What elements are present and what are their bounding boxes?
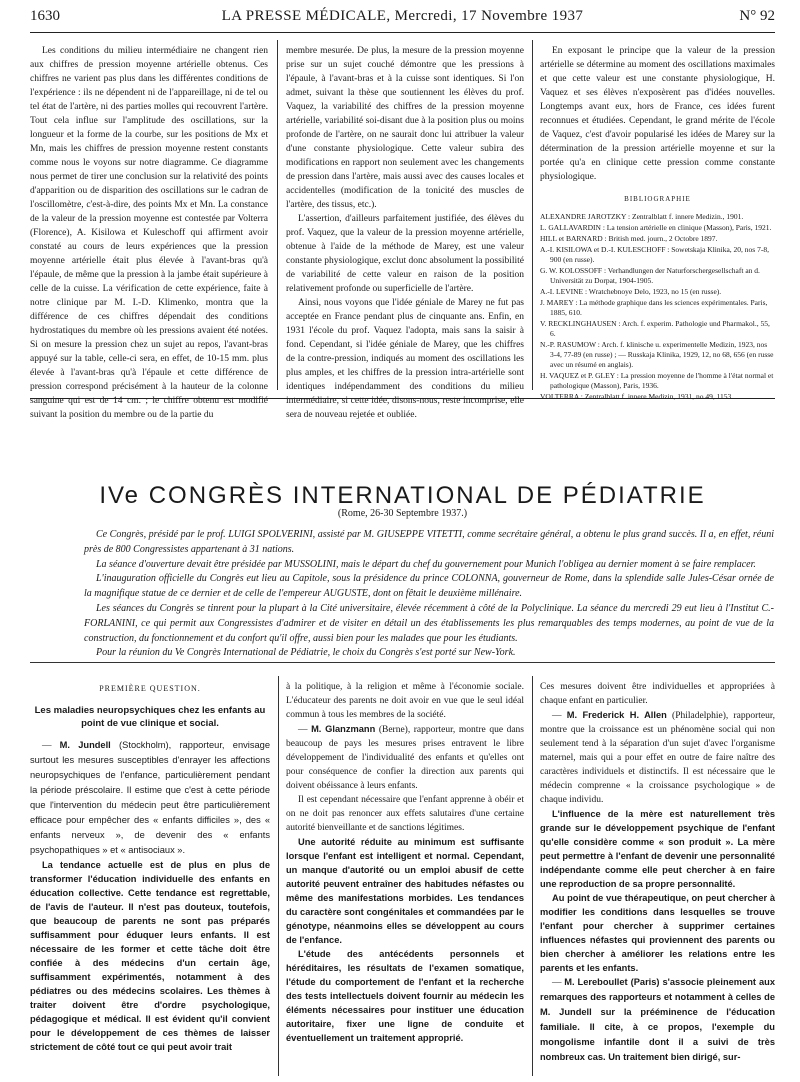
paragraph: — M. Jundell (Stockholm), rapporteur, envisage surtout les mesures susceptibles d'enrayer les affections neuropsychiques de l'enfance, particulièrement pendant la période préscolaire. Il estime que c'est à cette période que l'intervention du médecin peut être particulièrement efficace pour empêcher des « enfants difficiles », des « enfants nerveux », de devenir des « enfants psychopathiques » et « antisociaux ». (30, 740, 270, 855)
paragraph: Une autorité réduite au minimum est suffisante lorsque l'enfant est intelligent et normal. Cependant, un manque d'autorité ou un emploi abusif de cette autorité peuvent entraîner des habitudes néfastes ou même des manifestations morbides. Les tendances du caractère sont congénitales et commandées par le génotype, néanmoins elles se développent au cours de l'enfance. (286, 837, 524, 945)
paragraph: Les séances du Congrès se tinrent pour la plupart à la Cité universitaire, élevée récemment à côté de la Polyclinique. La séance du mercredi 29 eut lieu à l'Institut C.-FORLANINI, ce qui permit aux Congressistes d'admirer et de visiter en détail un des établissements les plus remarquables des temps modernes, au point de vue de la construction, du fonctionnement et du confort qu'il offre, aussi bien pour les malades que pour les étudiants. (84, 602, 774, 644)
bibliography-entry: ALEXANDRE JAROTZKY : Zentralblatt f. innere Medizin., 1901. (540, 212, 744, 221)
paragraph: Il est cependant nécessaire que l'enfant apprenne à obéir et on ne doit pas renoncer aux effets salutaires d'une certaine autorité bienveillante et de sanctions légitimes. (286, 795, 524, 833)
paragraph: L'étude des antécédents personnels et héréditaires, les résultats de l'examen somatique, l'étude du comportement de l'enfant et la recherche des tests intellectuels doivent fournir au médecin les éléments nécessaires pour instituer une éducation autoritaire, fixer une ligne de conduite et éventuellement un traitement approprié. (286, 949, 524, 1043)
congress-title: IVe CONGRÈS INTERNATIONAL DE PÉDIATRIE (99, 482, 706, 509)
journal-title: LA PRESSE MÉDICALE, Mercredi, 17 Novembre 1937 (221, 8, 584, 24)
speaker-name: M. Jundell (59, 740, 111, 750)
article-column-3 (540, 44, 775, 401)
bibliography-list (540, 212, 775, 402)
report-column-2 (286, 680, 524, 1075)
section-rule (30, 398, 775, 399)
report-column-3 (540, 680, 775, 1075)
article-column-2 (286, 44, 524, 420)
bibliography-entry: V. RECKLINGHAUSEN : Arch. f. experim. Pathologie und Pharmakol., 55, 6. (540, 319, 770, 338)
paragraph: La tendance actuelle est de plus en plus de transformer l'éducation individuelle des enfants en éducation collective. Cette tendance est regrettable, de l'avis de l'auteur. Il n'est pas douteux, toutefois, que beaucoup de parents ne sont pas préparés suffisamment pour éduquer leurs enfants. Il est nécessaire de les former et cette tâche doit être confiée à des médecins d'un certain âge, suffisamment expérimentés, notamment à des pédiatres ou des médecins scolaires. Les thèmes à traiter doivent être d'ordre psychologique, pédagogique et médical. Il est évident qu'il convient pour le développement de ces thèmes de laisser strictement de côté tout ce qui peut avoir trait (30, 860, 270, 1052)
paragraph: Les conditions du milieu intermédiaire ne changent rien aux chiffres de pression moyenne artérielle obtenus. Ces chiffres ne varient pas plus dans les différentes conditions de l'expérience : ils ne dépendent ni de l'appareillage, ni de tel ou tel état de l'artère, ni des parties molles qui recouvrent l'artère. Tout cela influe sur l'amplitude des oscillations, sur la longueur et la forme de la courbe, sur les positions de Mx et Mn, mais les chiffres de pression moyenne restent constants comme nous le voyons sur notre diagramme. Ce diagramme nous permet de tirer une conclusion sur la relativité des points d'apparition ou de disparition des oscillations sur le cadran de l'oscillomètre, c'est-à-dire, des points Mx et Mn. La constance de la valeur de la pression moyenne est contestée par Volterra (Florence), A. Kisilowa et Kuleschoff qui affirment avoir constaté au cours de leurs expériences que la pression moyenne artérielle était plus élevée à l'avant-bras qu'à l'épaule, de même que la pression à la jambe était supérieure à celle de la cuisse. La vérification de cette expérience, faite à notre clinique par M. I.-D. Klimenko, montra que la différence de ces chiffres dépendait des conditions hydrostatiques du membre où les pressions avaient été notées. Si on mesure la pression chez un sujet au repos, l'avant-bras appuyé sur la table, celle-ci sera, en effet, de 10-15 mm. plus élevée à l'avant-bras qu'à l'épaule et cette différence de pression correspond précisément à la hauteur de la colonne sanguine qui est de 14 cm. ; le chiffre obtenu est modifié suivant la position du membre ou de la partie du (30, 46, 268, 420)
bibliography-heading: BIBLIOGRAPHIE (624, 195, 691, 203)
paragraph: à la politique, à la religion et même à l'économie sociale. L'éducateur des parents ne doit avoir en vue que le seul idéal commun à tous les membres de la société. (286, 682, 524, 720)
question-heading: PREMIÈRE QUESTION. (99, 684, 201, 693)
column-divider (532, 676, 533, 1076)
column-divider (278, 676, 279, 1076)
paragraph: — M. Glanzmann (Berne), rapporteur, montre que dans beaucoup de pays les mesures prises entravent le libre développement de l'individualité des enfants et qu'elles ont pour conséquence de confier la direction aux parents qui doivent obéissance à leurs enfants. (286, 724, 525, 791)
bibliography-entry: N.-P. RASUMOW : Arch. f. klinische u. experimentelle Medizin, 1923, nos 3-4, 77-89 (en russe) ; — Russkaja Klinika, 1929, 12, no 68, 656 (en russe avec un résumé en anglais). (540, 340, 774, 369)
paragraph: Ainsi, nous voyons que l'idée géniale de Marey ne fut pas acceptée en France pendant plus de cinquante ans. Enfin, en 1931 l'école du prof. Vaquez l'adopta, mais sans la saisir à fond. Cependant, si l'idée géniale de Marey, que les chiffres de la contre-pression, indiqués au moment des oscillations les plus amples, et les chiffres de la pression intra-artérielle sont identiques indépendamment des conditions du milieu intermédiaire, si cette idée, disons-nous, reste incomprise, elle sera de nouveau rejetée et oubliée. (286, 298, 524, 420)
paragraph: — M. Frederick H. Allen (Philadelphie), rapporteur, montre que la croissance est un phénomène social qui non seulement tend à la séparation d'un sujet d'avec l'organisme maternel, mais qui a pour effet en outre de faire naître des caractères individuels et distinctifs. Il est nécessaire que le médecin comprenne « la croissance psychologique » de chaque individu. (540, 710, 775, 805)
issue-number: N° 92 (739, 8, 775, 24)
bibliography-entry: G. W. KOLOSSOFF : Verhandlungen der Naturforschergesellschaft an d. Universität zu Dorpat, 1904-1905. (540, 266, 760, 285)
running-header (30, 6, 775, 30)
page-number: 1630 (30, 8, 60, 24)
column-divider (277, 40, 278, 390)
congress-subtitle: (Rome, 26-30 Septembre 1937.) (337, 508, 468, 519)
paragraph: L'inauguration officielle du Congrès eut lieu au Capitole, sous la présidence du prince COLONNA, gouverneur de Rome, dans la splendide salle Jules-César ornée de la magnifique statue de ce dernier et de celle de l'empereur AUGUSTE, dont on fêtait le deuxième millénaire. (84, 573, 774, 600)
speaker-name: M. Lereboullet (564, 977, 628, 987)
speaker-name: M. Glanzmann (311, 724, 376, 734)
paragraph: — M. Lereboullet (Paris) s'associe pleinement aux remarques des rapporteurs et notamment à celles de M. Jundell sur la prééminence de l'éducation familiale. Il cite, à ce propos, l'exemple du mongolisme infantile dont il a suivi de très nombreux cas. Un traitement bien dirigé, sur- (540, 977, 775, 1062)
paragraph: Ces mesures doivent être individuelles et appropriées à chaque enfant en particulier. (540, 682, 775, 706)
bibliography-entry: H. VAQUEZ et P. GLEY : La pression moyenne de l'homme à l'état normal et pathologique (Masson), Paris, 1936. (540, 371, 774, 390)
bibliography-entry: VOLTERRA : Zentralblatt f. innere Medizin, 1931, no 49, 1153. (540, 392, 734, 401)
paragraph: Au point de vue thérapeutique, on peut chercher à modifier les conditions dans lesquelles se trouve l'enfant pour chercher à supprimer certaines influences néfastes qui proviennent des parents ou bien chercher à améliorer les relations entre les parents et les enfants. (540, 893, 775, 973)
paragraph: Ce Congrès, présidé par le prof. LUIGI SPOLVERINI, assisté par M. GIUSEPPE VITETTI, comme secrétaire général, a obtenu le plus grand succès. Il a, en effet, réuni près de 800 Congressistes appartenant à 31 nations. (84, 529, 774, 555)
paragraph: L'influence de la mère est naturellement très grande sur le développement psychique de l'enfant qu'elle considère comme « son produit ». La mère peut permettre à l'enfant de devenir une personnalité indépendante comme elle peut chercher à en faire une reproduction de sa propre personnalité. (540, 809, 775, 889)
paragraph: En exposant le principe que la valeur de la pression artérielle se détermine au moment des oscillations maximales et que cette valeur est une constante physiologique, H. Vaquez et ses élèves n'exposèrent pas d'idées nouvelles. Longtemps avant eux, hors de France, ces idées furent reconnues et étudiées. Cependant, le grand mérite de l'école de Vaquez, c'est d'avoir popularisé les idées de Marey sur la détermination de la pression artérielle moyenne et sur la portée qu'a en clinique cette pression comme constante physiologique. (540, 46, 775, 182)
header-rule (30, 32, 775, 33)
article-column-1 (30, 44, 268, 420)
section-rule (30, 662, 775, 663)
bibliography-entry: HILL et BARNARD : British med. journ., 2 Octobre 1897. (540, 234, 718, 243)
report-column-1 (30, 680, 270, 1075)
paragraph: Pour la réunion du Ve Congrès International de Pédiatrie, le choix du Congrès s'est porté sur New-York. (96, 647, 516, 659)
question-topic: Les maladies neuropsychiques chez les enfants au point de vue clinique et social. (34, 705, 266, 729)
bibliography-entry: J. MAREY : La méthode graphique dans les sciences expérimentales. Paris, 1885, 610. (540, 298, 768, 317)
paragraph: membre mesurée. De plus, la mesure de la pression moyenne prise sur un sujet couché démontre que les pressions à l'épaule, à l'avant-bras et à la cuisse sont identiques. Si l'on admet, suivant la thèse que soutiennent les élèves du prof. Vaquez, la variabilité des chiffres de la pression moyenne artérielle, variabilité soi-disant due à la position plus ou moins profonde de l'artère, on ne saurait donc lui attribuer la valeur d'une constante physiologique. Cette valeur subira des modifications en rapport non seulement avec les changements de pression dans l'artère, mais aussi avec des causes locales et accidentelles (modification de la tonicité des muscles de l'artère, des tissus, etc.). (286, 46, 524, 210)
paragraph: L'assertion, d'ailleurs parfaitement justifiée, des élèves du prof. Vaquez, que la valeur de la pression moyenne artérielle, obtenue à l'aide de la méthode de Marey, est une valeur constante physiologique, exclut donc absolument la possibilité de variabilité de cette valeur en raison de la position relativement profonde ou superficielle de l'artère. (286, 214, 524, 294)
bibliography-entry: A.-I. LEVINE : Wratchebnoye Delo, 1923, no 15 (en russe). (540, 287, 722, 296)
bibliography-entry: L. GALLAVARDIN : La tension artérielle en clinique (Masson), Paris, 1921. (540, 223, 772, 232)
congress-introduction (84, 528, 774, 658)
bibliography-entry: A.-I. KISILOWA et D.-I. KULESCHOFF : Sowetskaja Klinika, 20, nos 7-8, 900 (en russe). (540, 245, 769, 264)
paragraph: La séance d'ouverture devait être présidée par MUSSOLINI, mais le départ du chef du gouvernement pour Munich l'obligea au dernier moment à se faire remplacer. (96, 558, 756, 570)
column-divider (532, 40, 533, 390)
speaker-name: M. Frederick H. Allen (566, 710, 667, 720)
